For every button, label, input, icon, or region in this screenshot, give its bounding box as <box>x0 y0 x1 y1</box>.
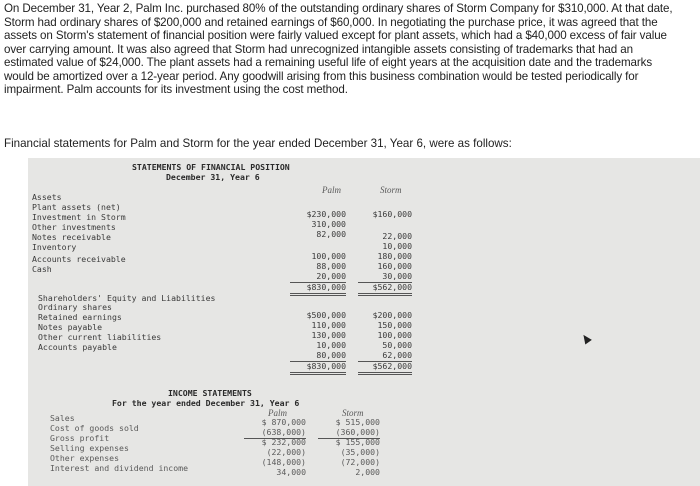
assets-total-storm: $562,000 <box>358 283 412 296</box>
asset-label: Accounts receivable <box>32 254 126 264</box>
problem-line: over carrying amount. It was also agreed that Storm had unrecognized intangible assets consisting of trademarks that had an <box>4 42 633 56</box>
is-label: Sales <box>50 413 75 423</box>
problem-line: impairment. Palm accounts for its investment using the cost method. <box>4 83 348 96</box>
is-storm: $ 155,000 <box>335 437 380 447</box>
is-palm: $ 870,000 <box>261 417 306 427</box>
asset-storm: 160,000 <box>377 261 412 271</box>
asset-label: Inventory <box>32 242 77 252</box>
asset-palm: 100,000 <box>311 251 346 261</box>
sfp-col-palm: Palm <box>322 185 341 195</box>
sfp-col-storm: Storm <box>380 185 402 195</box>
financial-statements-intro: Financial statements for Palm and Storm for the year ended December 31, Year 6, were as follows: <box>4 137 512 150</box>
equity-storm: 62,000 <box>358 351 412 362</box>
sfp-title: STATEMENTS OF FINANCIAL POSITION <box>132 162 290 172</box>
asset-palm: $230,000 <box>306 209 346 219</box>
problem-line: would be amortized over a 12-year period. Any goodwill arising from this business combination would be tested periodically for <box>4 69 639 83</box>
is-title: INCOME STATEMENTS <box>168 388 252 398</box>
is-palm: (22,000) <box>266 447 306 457</box>
problem-text <box>4 2 694 97</box>
asset-palm: 20,000 <box>290 272 346 283</box>
equity-label: Ordinary shares <box>38 302 112 312</box>
equity-heading: Shareholders' Equity and Liabilities <box>38 293 216 303</box>
equity-storm: $200,000 <box>372 310 412 320</box>
asset-label: Notes receivable <box>32 232 111 242</box>
is-palm: 34,000 <box>276 467 306 477</box>
problem-line: assets on Storm's statement of financial position were fairly valued except for plant assets, which had a $40,000 excess of fair value <box>4 29 667 42</box>
equity-storm: 50,000 <box>382 340 412 350</box>
is-storm: $ 515,000 <box>335 417 380 427</box>
equity-storm: 100,000 <box>377 330 412 340</box>
asset-label: Plant assets (net) <box>32 202 121 212</box>
equity-total-storm: $562,000 <box>358 362 412 375</box>
is-label: Interest and dividend income <box>50 463 189 473</box>
asset-storm: 22,000 <box>382 231 412 241</box>
asset-storm: 180,000 <box>377 251 412 261</box>
problem-line: On December 31, Year 2, Palm Inc. purchased 80% of the outstanding ordinary shares of Storm Company for $310,000. At that date, <box>4 2 673 15</box>
equity-palm: $500,000 <box>306 310 346 320</box>
equity-label: Accounts payable <box>38 342 117 352</box>
equity-palm: 110,000 <box>311 320 346 330</box>
equity-label: Other current liabilities <box>38 332 162 342</box>
asset-palm: 82,000 <box>316 229 346 239</box>
asset-palm: 310,000 <box>311 219 346 229</box>
problem-line: estimated value of $24,000. The plant assets had a remaining useful life of eight years at the acquisition date and the trademarks <box>4 56 653 69</box>
equity-palm: 130,000 <box>311 330 346 340</box>
asset-label: Investment in Storm <box>32 212 126 222</box>
equity-palm: 10,000 <box>316 340 346 350</box>
is-subtitle: For the year ended December 31, Year 6 <box>112 398 300 408</box>
is-storm: (360,000) <box>318 428 380 439</box>
asset-palm: 88,000 <box>316 261 346 271</box>
is-storm: 2,000 <box>355 467 380 477</box>
is-palm: (148,000) <box>261 457 306 467</box>
asset-storm: 30,000 <box>358 272 412 283</box>
assets-total-palm: $830,000 <box>290 283 346 296</box>
equity-storm: 150,000 <box>377 320 412 330</box>
is-label: Other expenses <box>50 453 120 463</box>
asset-label: Cash <box>32 264 52 274</box>
is-label: Cost of goods sold <box>50 423 139 433</box>
is-palm: (638,000) <box>244 428 306 439</box>
is-col-palm: Palm <box>268 408 287 418</box>
equity-total-palm: $830,000 <box>290 362 346 375</box>
equity-palm: 80,000 <box>290 351 346 362</box>
assets-heading: Assets <box>32 192 62 202</box>
is-label: Gross profit <box>50 433 110 443</box>
is-label: Selling expenses <box>50 443 129 453</box>
asset-storm: $160,000 <box>372 209 412 219</box>
is-palm: $ 232,000 <box>261 437 306 447</box>
is-storm: (72,000) <box>340 457 380 467</box>
equity-label: Retained earnings <box>38 312 122 322</box>
is-col-storm: Storm <box>342 408 364 418</box>
is-storm: (35,000) <box>340 447 380 457</box>
asset-label: Other investments <box>32 222 116 232</box>
sfp-subtitle: December 31, Year 6 <box>166 172 260 182</box>
asset-storm: 10,000 <box>382 241 412 251</box>
equity-label: Notes payable <box>38 322 103 332</box>
problem-line: Storm had ordinary shares of $200,000 and retained earnings of $60,000. In negotiating the purchase price, it was agreed that the <box>4 15 658 29</box>
